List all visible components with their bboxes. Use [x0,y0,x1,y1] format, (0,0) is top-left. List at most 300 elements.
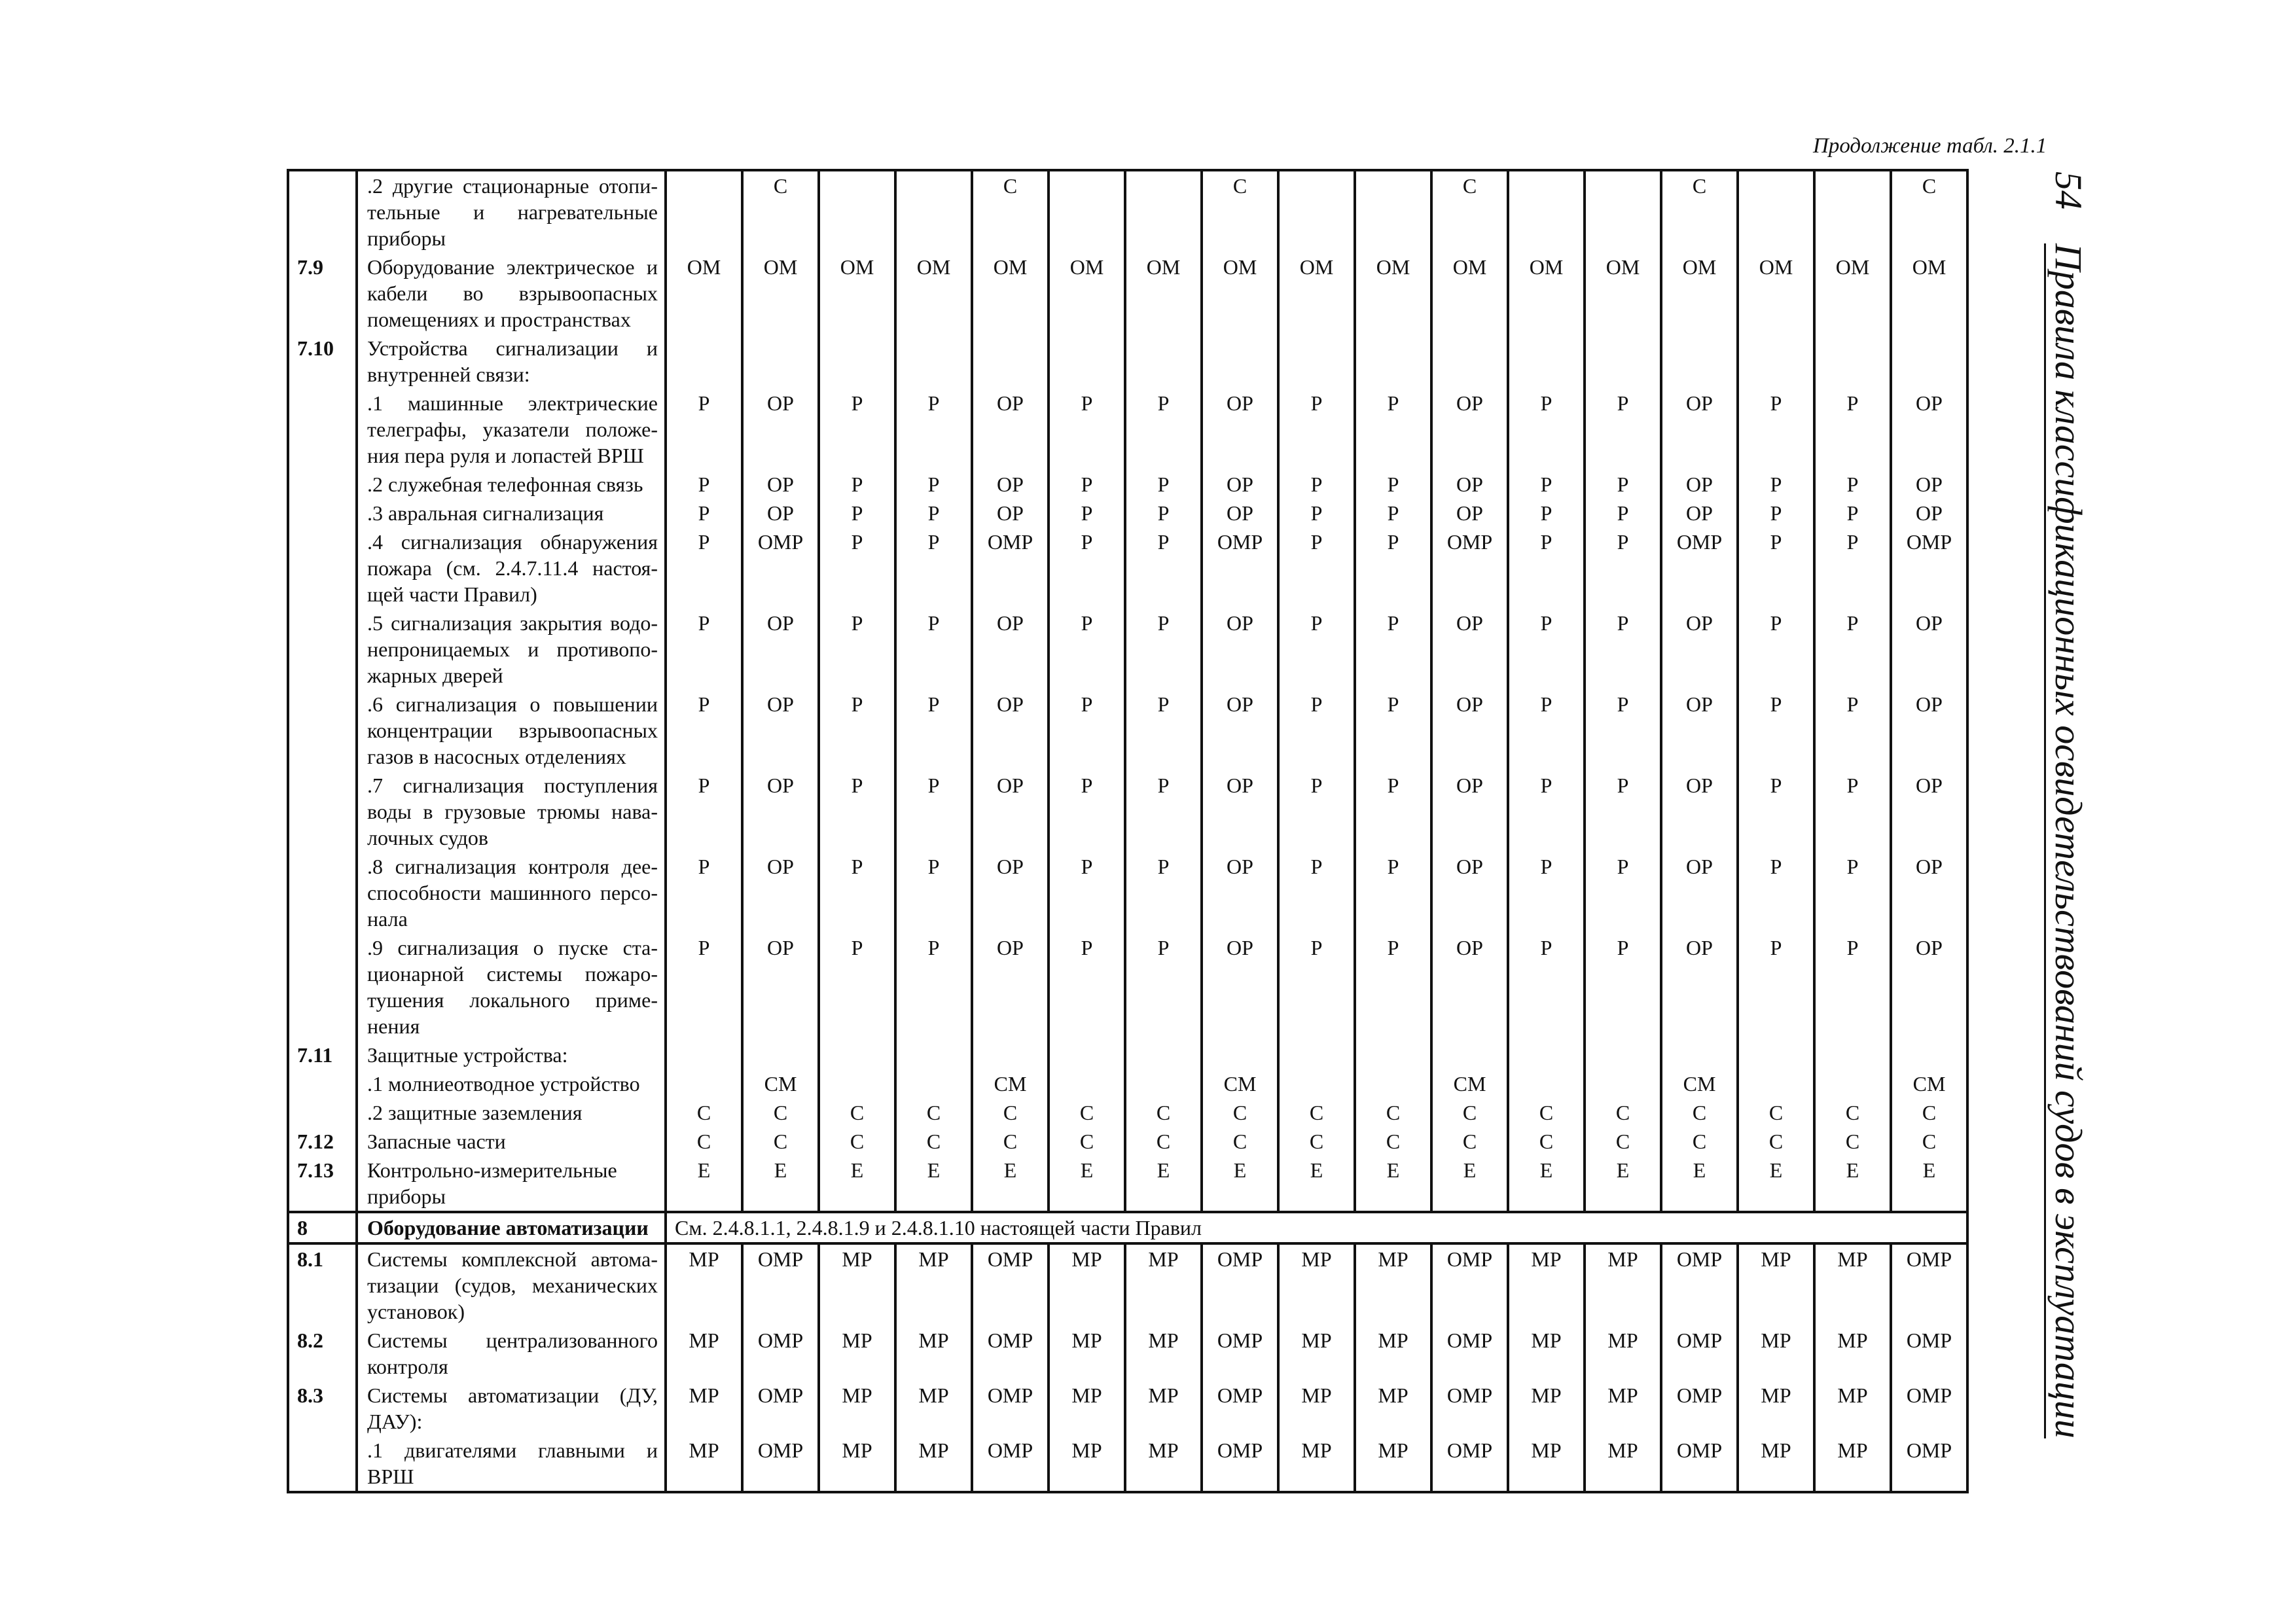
survey-cell: OMP [742,1381,819,1436]
survey-cell: P [1355,389,1431,470]
section-8-note: См. 2.4.8.1.1, 2.4.8.1.9 и 2.4.8.1.10 настоящей части Правил [666,1212,1967,1243]
survey-cell: P [1049,690,1125,771]
row-description [357,609,666,690]
survey-cell: OP [1202,499,1278,527]
survey-cell: E [1508,1156,1585,1212]
row-description [357,1326,666,1381]
survey-cell: P [1585,690,1661,771]
document-title: Правила классификационных освидетельствований судов в эксплуатации [2044,243,2090,1438]
survey-cell: OMP [1202,1243,1278,1326]
survey-cell: E [1661,1156,1738,1212]
table-row [288,609,1967,690]
survey-cell: OMP [1661,1326,1738,1381]
description-line: .2 защитные заземления [367,1101,583,1124]
survey-cell: P [1125,389,1202,470]
survey-cell: OMP [1891,1326,1967,1381]
survey-cell: P [1049,499,1125,527]
survey-cell: P [1738,690,1814,771]
survey-cell [1355,1069,1431,1098]
description-line: пожара (см. 2.4.7.11.4 настоя- [367,556,658,580]
survey-cell: MP [1049,1436,1125,1492]
survey-cell: MP [1738,1436,1814,1492]
description-line: .2 служебная телефонная связь [367,473,643,496]
row-number [288,170,357,253]
survey-cell: MP [1049,1326,1125,1381]
description-line: ДАУ): [367,1410,423,1433]
row-description: Оборудование автоматизации [357,1212,666,1243]
table-row [288,1127,1967,1156]
survey-cell: C [1508,1098,1585,1127]
row-number [288,470,357,499]
survey-cell: OM [895,253,972,334]
survey-cell: MP [1125,1381,1202,1436]
survey-cell: OM [1814,253,1891,334]
row-description [357,771,666,852]
survey-cell [895,170,972,253]
survey-cell: P [1508,609,1585,690]
survey-cell: P [1508,933,1585,1041]
survey-cell: OP [742,852,819,933]
survey-cell [1049,1069,1125,1098]
description-line: газов в насосных отделениях [367,745,626,768]
survey-cell: MP [819,1243,895,1326]
survey-cell: E [1278,1156,1355,1212]
row-number: 7.9 [288,253,357,334]
survey-cell: OP [1431,389,1508,470]
survey-cell: P [1049,771,1125,852]
survey-cell: MP [1355,1243,1431,1326]
survey-cell: P [1278,609,1355,690]
survey-cell: OMP [1202,1326,1278,1381]
survey-cell: C [742,1098,819,1127]
survey-cell [1585,1041,1661,1069]
survey-cell: P [895,609,972,690]
survey-cell: P [819,527,895,609]
row-description [357,1098,666,1127]
survey-cell: OM [1431,253,1508,334]
survey-cell: OMP [972,527,1049,609]
row-description [357,1069,666,1098]
survey-cell: MP [1585,1436,1661,1492]
survey-cell: OP [972,933,1049,1041]
survey-cell [1125,334,1202,389]
survey-cell: P [895,933,972,1041]
survey-cell: MP [895,1436,972,1492]
description-line: кабели во взрывоопасных [367,281,658,305]
survey-cell: C [1738,1127,1814,1156]
survey-cell: OM [666,253,742,334]
survey-cell: MP [1278,1381,1355,1436]
survey-cell: OP [742,609,819,690]
survey-cell: P [1125,609,1202,690]
survey-cell [1891,1041,1967,1069]
survey-cell: P [819,499,895,527]
survey-cell [1202,1041,1278,1069]
table-row [288,334,1967,389]
survey-cell: OMP [972,1243,1049,1326]
survey-cell: OP [1202,389,1278,470]
survey-cell: CM [1661,1069,1738,1098]
survey-cell: OMP [1202,527,1278,609]
survey-cell: OP [1891,470,1967,499]
survey-cell: MP [666,1326,742,1381]
survey-cell: C [895,1127,972,1156]
survey-cell [1891,334,1967,389]
survey-cell: C [1355,1098,1431,1127]
survey-cell: C [1125,1127,1202,1156]
survey-cell: C [1202,170,1278,253]
survey-cell: P [1738,933,1814,1041]
survey-cell: MP [1278,1243,1355,1326]
survey-cell: E [1049,1156,1125,1212]
survey-cell: P [1738,389,1814,470]
description-line: внутренней связи: [367,363,530,386]
table-body-section-7 [288,170,1967,1212]
survey-cell: P [1125,527,1202,609]
table-row [288,852,1967,933]
survey-cell: OP [742,690,819,771]
survey-cell [1278,170,1355,253]
survey-cell: C [1508,1127,1585,1156]
survey-cell: OMP [1431,1243,1508,1326]
survey-cell: C [972,1098,1049,1127]
description-line: приборы [367,226,446,250]
survey-cell: P [819,933,895,1041]
survey-cell: C [1355,1127,1431,1156]
survey-cell [819,1069,895,1098]
survey-cell: C [819,1098,895,1127]
row-description [357,1381,666,1436]
survey-cell: P [1125,470,1202,499]
survey-cell [819,1041,895,1069]
survey-cell [1508,334,1585,389]
survey-cell: P [895,852,972,933]
survey-cell: CM [972,1069,1049,1098]
table-row [288,690,1967,771]
survey-cell: OP [972,852,1049,933]
survey-cell: P [1049,933,1125,1041]
survey-cell: OP [1891,609,1967,690]
survey-cell [1125,1041,1202,1069]
survey-cell [1585,170,1661,253]
survey-cell: MP [1814,1243,1891,1326]
survey-cell: P [1585,852,1661,933]
survey-cell: OP [1661,771,1738,852]
survey-cell: P [1278,933,1355,1041]
survey-cell: OMP [1431,1326,1508,1381]
survey-cell: E [1431,1156,1508,1212]
survey-cell: OMP [742,527,819,609]
row-description [357,1436,666,1492]
survey-cell: C [1202,1127,1278,1156]
survey-cell: C [895,1098,972,1127]
survey-cell: OP [972,470,1049,499]
survey-cell: P [666,852,742,933]
table-row [288,253,1967,334]
survey-cell [819,170,895,253]
description-line: нала [367,907,408,931]
description-line: Оборудование электрическое и [367,255,658,279]
survey-cell: OMP [1661,1381,1738,1436]
survey-cell: P [1049,527,1125,609]
survey-cell: MP [1355,1326,1431,1381]
survey-cell: E [972,1156,1049,1212]
survey-cell: OP [1431,933,1508,1041]
survey-cell: MP [666,1243,742,1326]
survey-cell: MP [1508,1243,1585,1326]
survey-cell: P [1585,499,1661,527]
survey-cell: MP [1355,1381,1431,1436]
survey-cell: P [1355,690,1431,771]
survey-cell [1355,1041,1431,1069]
survey-cell: C [1661,1127,1738,1156]
survey-cell: OM [1049,253,1125,334]
survey-cell: OP [1891,771,1967,852]
survey-cell: OP [1661,499,1738,527]
survey-cell: OMP [1891,1381,1967,1436]
table-row [288,1381,1967,1436]
survey-cell: MP [1585,1381,1661,1436]
survey-cell: OM [1278,253,1355,334]
survey-cell [1431,1041,1508,1069]
survey-cell [895,1069,972,1098]
survey-cell: OMP [742,1326,819,1381]
survey-cell: MP [1508,1381,1585,1436]
survey-cell: P [1585,389,1661,470]
row-number: 8.1 [288,1243,357,1326]
row-number [288,1098,357,1127]
row-description [357,1156,666,1212]
row-description [357,170,666,253]
survey-cell [1508,1069,1585,1098]
survey-cell: MP [666,1436,742,1492]
row-number [288,1436,357,1492]
description-line: Системы автоматизации (ДУ, [367,1383,658,1407]
survey-cell: E [1125,1156,1202,1212]
row-description [357,334,666,389]
row-number [288,609,357,690]
description-line: лочных судов [367,826,489,849]
description-line: приборы [367,1185,446,1208]
survey-cell: CM [1891,1069,1967,1098]
survey-cell: OP [972,771,1049,852]
survey-cell: C [1891,1098,1967,1127]
survey-cell: P [1508,470,1585,499]
survey-cell [895,1041,972,1069]
survey-cell: P [666,499,742,527]
table-row [288,470,1967,499]
survey-cell [1431,334,1508,389]
survey-cell: P [1508,690,1585,771]
survey-cell: MP [819,1381,895,1436]
survey-cell: C [1431,1127,1508,1156]
survey-cell [1585,334,1661,389]
survey-cell: P [1049,470,1125,499]
survey-cell [1661,1041,1738,1069]
description-line: щей части Правил) [367,582,537,606]
survey-cell: MP [895,1326,972,1381]
survey-cell: MP [1125,1436,1202,1492]
row-number [288,1069,357,1098]
survey-cell [1508,1041,1585,1069]
survey-cell: MP [1508,1326,1585,1381]
description-line: ционарной системы пожаро- [367,962,658,986]
survey-cell: P [1585,771,1661,852]
survey-cell: C [666,1127,742,1156]
page-number: 54 [2047,171,2090,209]
survey-cell: P [895,389,972,470]
table-row [288,170,1967,253]
survey-cell: P [666,609,742,690]
survey-cell: OP [1661,470,1738,499]
survey-cell: OMP [1661,1436,1738,1492]
survey-cell [1738,1069,1814,1098]
survey-cell: OP [1891,389,1967,470]
row-number: 8 [288,1212,357,1243]
survey-cell [1278,334,1355,389]
survey-cell: P [819,852,895,933]
description-line: способности машинного персо- [367,881,658,904]
survey-cell: C [819,1127,895,1156]
table-row [288,1326,1967,1381]
survey-cell: C [1125,1098,1202,1127]
survey-cell: P [1125,499,1202,527]
survey-cell [819,334,895,389]
survey-cell: P [666,933,742,1041]
survey-cell: P [1814,690,1891,771]
survey-cell: C [1814,1127,1891,1156]
table-body-section-8-header [288,1212,1967,1243]
survey-cell: P [1355,499,1431,527]
survey-cell: MP [1278,1326,1355,1381]
survey-cell: P [895,771,972,852]
description-line: помещениях и пространствах [367,308,631,331]
description-line: .1 машинные электрические [367,391,658,415]
row-number [288,852,357,933]
survey-cell [1585,1069,1661,1098]
survey-cell: P [666,470,742,499]
survey-cell [1278,1069,1355,1098]
row-description [357,389,666,470]
survey-cell: P [1814,771,1891,852]
survey-cell: MP [1508,1436,1585,1492]
survey-cell: OP [1431,690,1508,771]
survey-cell [1661,334,1738,389]
survey-cell: P [1585,527,1661,609]
description-line: .5 сигнализация закрытия водо- [367,611,658,635]
table-row [288,1436,1967,1492]
survey-cell: P [1278,499,1355,527]
row-description [357,527,666,609]
survey-cell: OMP [1891,527,1967,609]
survey-cell: OP [1891,852,1967,933]
row-number [288,690,357,771]
survey-cell: P [1049,852,1125,933]
survey-cell: OP [1202,771,1278,852]
survey-cell: P [1508,389,1585,470]
survey-cell: OP [1891,933,1967,1041]
description-line: Защитные устройства: [367,1043,568,1067]
survey-cell: C [1049,1098,1125,1127]
survey-cell: C [1202,1098,1278,1127]
survey-cell: OP [972,389,1049,470]
survey-cell: OP [972,609,1049,690]
survey-cell: P [666,389,742,470]
survey-cell: C [972,170,1049,253]
survey-cell: P [1585,609,1661,690]
row-description [357,499,666,527]
survey-cell: OP [1431,852,1508,933]
survey-cell [1049,1041,1125,1069]
table-row [288,1098,1967,1127]
survey-cell: E [1738,1156,1814,1212]
table-row-section-8 [288,1212,1967,1243]
survey-cell: CM [1431,1069,1508,1098]
table-body-section-8 [288,1243,1967,1492]
survey-cell: OMP [1661,527,1738,609]
survey-cell [666,1069,742,1098]
survey-cell: OM [1738,253,1814,334]
survey-cell [1508,170,1585,253]
survey-cell: P [1814,527,1891,609]
survey-cell: OP [1431,470,1508,499]
survey-cell [1814,334,1891,389]
survey-cell: E [819,1156,895,1212]
survey-cell: MP [1814,1326,1891,1381]
survey-cell: OM [1202,253,1278,334]
row-number: 8.2 [288,1326,357,1381]
survey-cell: C [1661,1098,1738,1127]
description-line: тизации (судов, механических [367,1274,658,1297]
survey-cell: P [1508,771,1585,852]
table-row [288,1243,1967,1326]
survey-cell: OM [1125,253,1202,334]
survey-cell: MP [819,1326,895,1381]
survey-cell: P [1125,690,1202,771]
description-line: .1 молниеотводное устройство [367,1072,640,1096]
survey-cell: P [1814,609,1891,690]
row-number: 7.11 [288,1041,357,1069]
description-line: жарных дверей [367,664,503,687]
description-line: тельные и нагревательные [367,200,658,224]
survey-cell: P [1814,933,1891,1041]
survey-cell: C [1431,170,1508,253]
survey-cell [1355,334,1431,389]
survey-cell: P [1508,852,1585,933]
survey-cell: OM [1508,253,1585,334]
survey-cell: OM [1355,253,1431,334]
table-row [288,527,1967,609]
survey-cell: P [819,690,895,771]
survey-cell: C [1585,1127,1661,1156]
survey-cell: OM [1891,253,1967,334]
survey-cell: P [1125,771,1202,852]
description-line: .2 другие стационарные отопи- [367,174,658,198]
survey-cell: OP [742,771,819,852]
row-description [357,852,666,933]
row-number [288,389,357,470]
survey-cell: OMP [742,1436,819,1492]
survey-cell [1125,1069,1202,1098]
survey-cell: P [1125,852,1202,933]
survey-cell: OP [1891,499,1967,527]
description-line: .3 авральная сигнализация [367,501,604,525]
survey-cell: MP [1814,1436,1891,1492]
survey-cell [1355,170,1431,253]
description-line: .6 сигнализация о повышении [367,692,658,716]
description-line: .4 сигнализация обнаружения [367,530,658,554]
survey-cell: P [895,470,972,499]
